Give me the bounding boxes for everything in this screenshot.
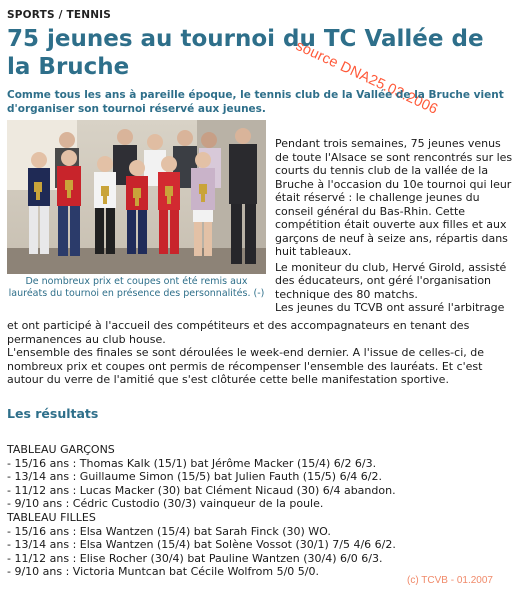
group-photo	[7, 120, 266, 274]
article-paragraph: Le moniteur du club, Hervé Girold, assisté des éducateurs, ont géré l'organisation technique des 80 matchs.	[275, 260, 507, 301]
result-line: - 11/12 ans : Elise Rocher (30/4) bat Pauline Wantzen (30/4) 6/0 6/3.	[7, 551, 383, 565]
section-kicker: SPORTS / TENNIS	[7, 9, 112, 21]
results-list	[7, 443, 515, 579]
result-line: - 13/14 ans : Guillaume Simon (15/5) bat Julien Fauth (15/5) 6/4 6/2.	[7, 470, 382, 484]
photo-caption: De nombreux prix et coupes ont été remis aux lauréats du tournoi en présence des personnalités. (-)	[8, 276, 265, 299]
result-line: TABLEAU GARÇONS	[7, 443, 115, 456]
group-photo-illustration	[7, 120, 266, 274]
article-paragraph: et ont participé à l'accueil des compétiteurs et des accompagnateurs en tenant des permanences au club house.	[7, 319, 470, 346]
article-paragraph: L'ensemble des finales se sont déroulées le week-end dernier. A l'issue de celles-ci, de nombreux prix et coupes ont permis de récompenser l'ensemble des lauréats. Et c'est autour du verre de l'amitié que s'est clôturée cette belle manifestation sportive.	[7, 346, 485, 386]
source-stamp: source DNA25.03.2006	[293, 38, 441, 118]
result-line: TABLEAU FILLES	[7, 510, 96, 524]
result-line: - 15/16 ans : Elsa Wantzen (15/4) bat Sarah Finck (30) WO.	[7, 524, 331, 538]
article-body-column	[275, 137, 515, 315]
result-line: - 9/10 ans : Victoria Muntcan bat Cécile Wolfrom 5/0 5/0.	[7, 565, 319, 579]
article-body-full	[7, 319, 515, 387]
result-line: - 11/12 ans : Lucas Macker (30) bat Clément Nicaud (30) 6/4 abandon.	[7, 483, 396, 497]
result-line: - 13/14 ans : Elsa Wantzen (15/4) bat Solène Vossot (30/1) 7/5 4/6 6/2.	[7, 538, 396, 552]
article-title: 75 jeunes au tournoi du TC Vallée de la Bruche	[7, 26, 484, 80]
result-line: - 15/16 ans : Thomas Kalk (15/1) bat Jérôme Macker (15/4) 6/2 6/3.	[7, 456, 377, 470]
copyright-credit: (c) TCVB - 01.2007	[407, 575, 493, 586]
article-lead: Comme tous les ans à pareille époque, le tennis club de la Vallée de la Bruche vient d'organiser son tournoi réservé aux jeunes.	[7, 89, 504, 115]
article-paragraph: Les jeunes du TCVB ont assuré l'arbitrage	[275, 301, 505, 314]
article-paragraph: Pendant trois semaines, 75 jeunes venus de toute l'Alsace se sont rencontrés sur les courts du tennis club de la vallée de la Bruche à l'occasion du 10e tournoi qui leur était réservé : le challenge jeunes du conseil général du Bas-Rhin. Cette compétition était ouverte aux filles et aux garçons de neuf à seize ans, répartis dans huit tableaux.	[275, 137, 513, 258]
result-line: - 9/10 ans : Cédric Custodio (30/3) vainqueur de la poule.	[7, 497, 324, 511]
results-heading: Les résultats	[7, 406, 99, 421]
